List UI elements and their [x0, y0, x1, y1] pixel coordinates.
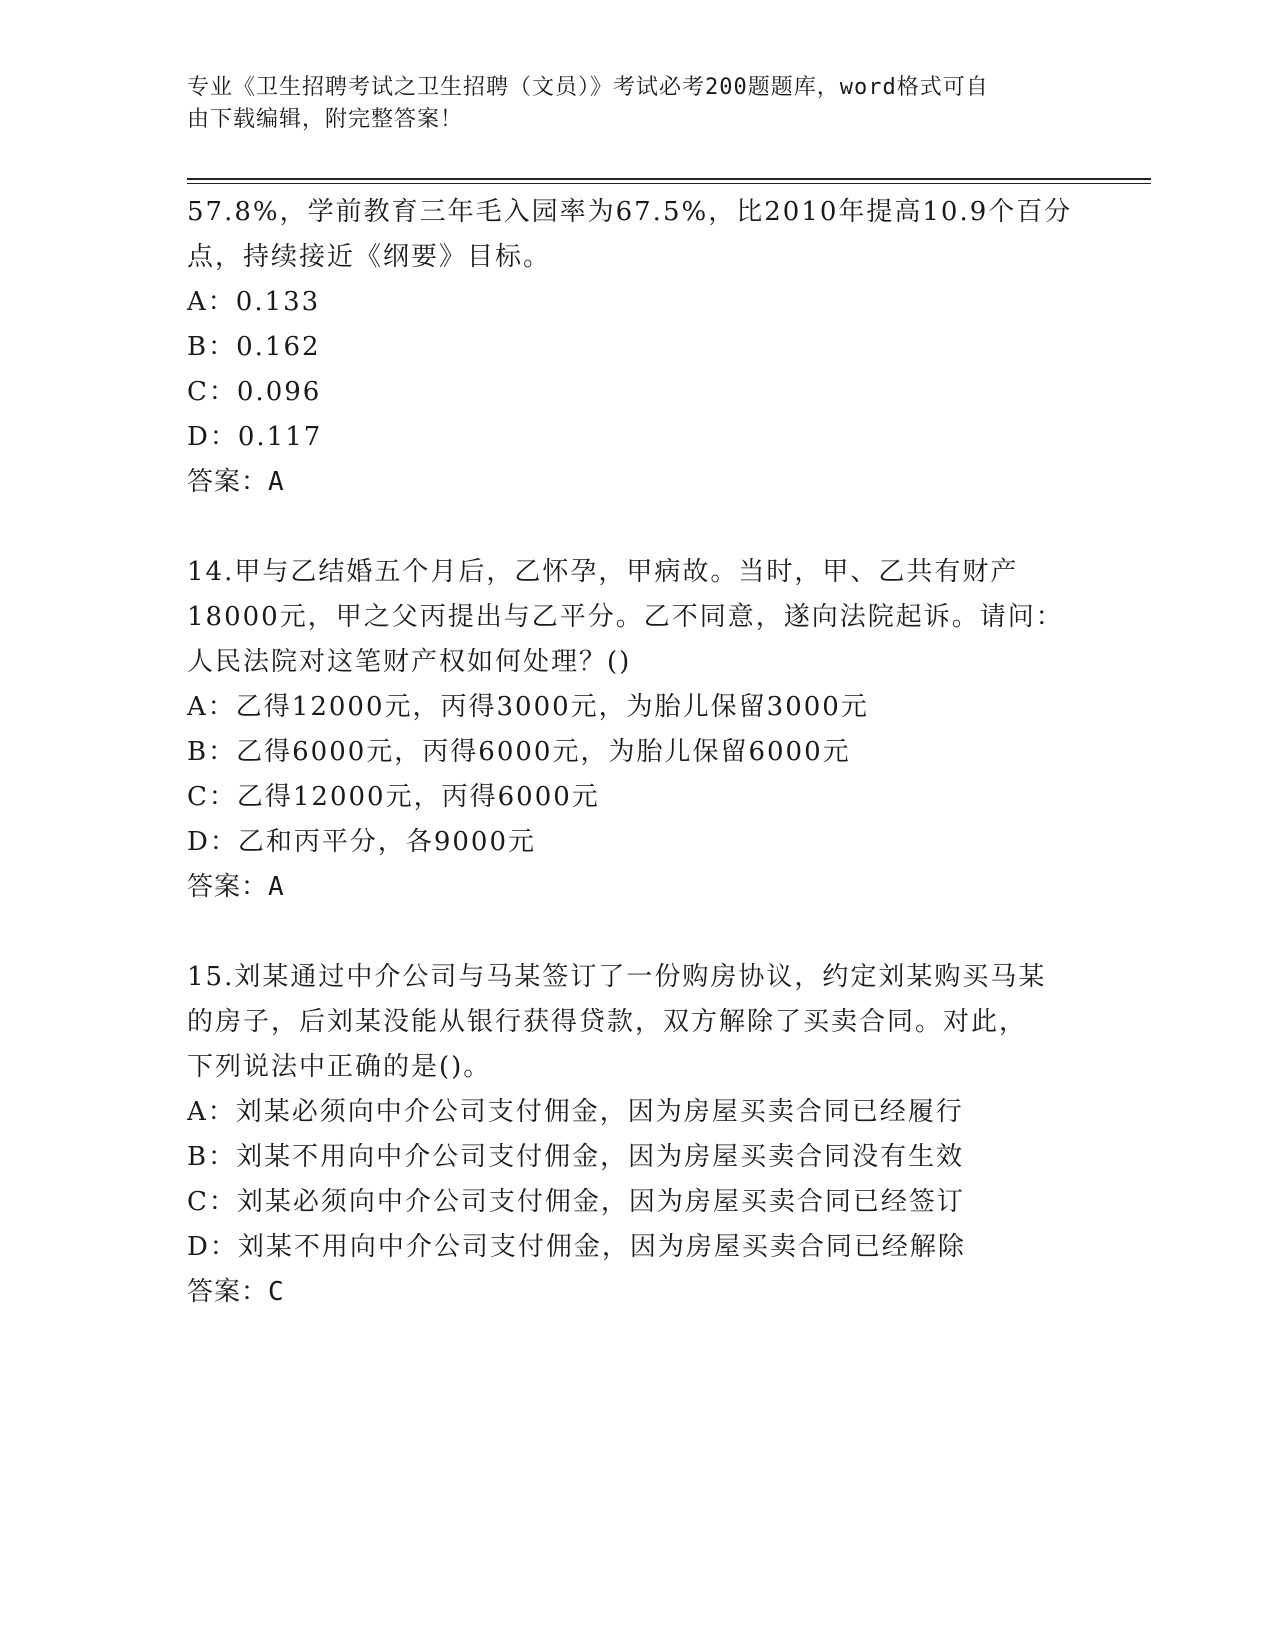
question-stem-line: 15.刘某通过中介公司与马某签订了一份购房协议，约定刘某购买马某 — [187, 962, 1047, 992]
option-c: C：乙得12000元，丙得6000元 — [187, 782, 600, 812]
option-a: A：乙得12000元，丙得3000元，为胎儿保留3000元 — [187, 692, 869, 722]
spacer — [187, 910, 1087, 955]
header-divider-thin — [187, 183, 1151, 184]
answer-line: 答案：C — [187, 1277, 285, 1307]
option-b: B：0.162 — [187, 332, 321, 362]
header-line-1: 专业《卫生招聘考试之卫生招聘（文员）》考试必考200题题库，word格式可自 — [187, 75, 989, 100]
option-a: A：0.133 — [187, 287, 321, 317]
header-divider-thick — [187, 178, 1151, 180]
option-b: B：刘某不用向中介公司支付佣金，因为房屋买卖合同没有生效 — [187, 1142, 965, 1172]
option-c: C：刘某必须向中介公司支付佣金，因为房屋买卖合同已经签订 — [187, 1187, 965, 1217]
question-stem-line: 14.甲与乙结婚五个月后，乙怀孕，甲病故。当时，甲、乙共有财产 — [187, 557, 1019, 587]
answer-line: 答案：A — [187, 467, 285, 497]
question-stem-line: 点，持续接近《纲要》目标。 — [187, 242, 552, 272]
option-a: A：刘某必须向中介公司支付佣金，因为房屋买卖合同已经履行 — [187, 1097, 964, 1127]
answer-line: 答案：A — [187, 872, 285, 902]
header-line-2: 由下载编辑，附完整答案！ — [187, 107, 464, 132]
option-d: D：刘某不用向中介公司支付佣金，因为房屋买卖合同已经解除 — [187, 1232, 966, 1262]
question-stem-line: 18000元，甲之父丙提出与乙平分。乙不同意，遂向法院起诉。请问： — [187, 602, 1064, 632]
question-content — [187, 190, 1087, 1315]
document-header — [187, 72, 1087, 136]
question-13 — [187, 190, 1087, 505]
spacer — [187, 505, 1087, 550]
question-stem-line: 57.8%，学前教育三年毛入园率为67.5%，比2010年提高10.9个百分 — [187, 197, 1073, 227]
question-15 — [187, 955, 1087, 1315]
option-d: D：0.117 — [187, 422, 323, 452]
question-14 — [187, 550, 1087, 910]
option-c: C：0.096 — [187, 377, 322, 407]
option-d: D：乙和丙平分，各9000元 — [187, 827, 537, 857]
question-stem-line: 人民法院对这笔财产权如何处理？() — [187, 647, 632, 677]
question-stem-line: 的房子，后刘某没能从银行获得贷款，双方解除了买卖合同。对此， — [187, 1007, 1028, 1037]
option-b: B：乙得6000元，丙得6000元，为胎儿保留6000元 — [187, 737, 851, 767]
question-stem-line: 下列说法中正确的是()。 — [187, 1052, 492, 1082]
